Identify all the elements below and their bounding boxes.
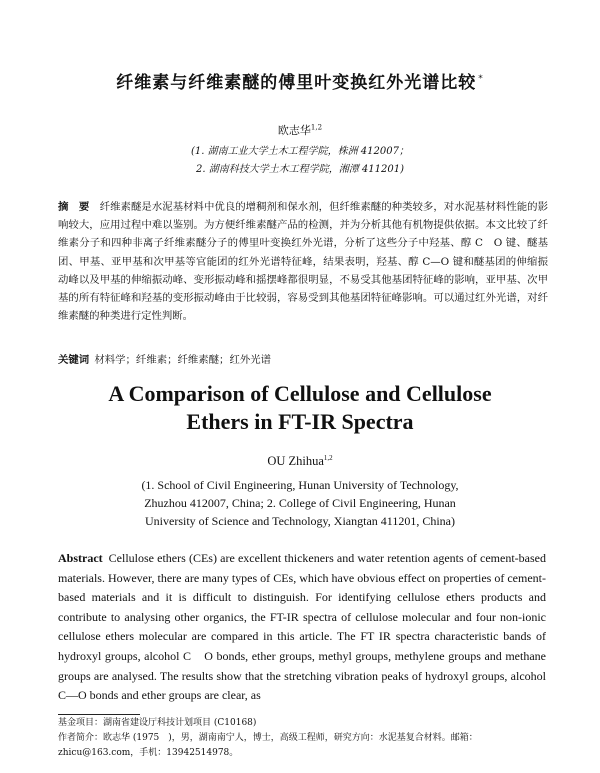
english-affiliation-line-1: (1. School of Civil Engineering, Hunan University of Technology, [141,478,459,492]
english-abstract-text: Cellulose ethers (CEs) are excellent thickeners and water retention agents of cement-based materials. However, there are many types of CEs, which have obvious effect on properties of cement-based materials and it is difficult to distinguish. For identifying cellulose ethers products and contribute to analysing other organics, the FT-IR spectra of cellulose molecular and four non-ionic cellulose ethers molecular are compared in this article. The FT IR spectra characteristic bands of hydroxyl groups, alcohol C O bonds, ether groups, methyl groups, methylene groups and methane groups are analysed. The results show that the stretching vibration peaks of hydroxyl groups, alcohol C—O bonds and ether groups are clear, as [58,551,546,703]
chinese-affiliation-2: 2. 湖南科技大学土木工程学院，湘潭 411201) [196,164,404,175]
chinese-keywords-text: 材料学；纤维素；纤维素醚；红外光谱 [94,354,272,366]
chinese-author [0,122,600,138]
chinese-abstract-label: 摘 要 [58,201,90,213]
english-author-name: OU Zhihua [267,454,324,469]
english-title [0,380,600,436]
english-affiliation-line-2: Zhuzhou 412007, China; 2. College of Civil Engineering, Hunan [144,496,456,510]
english-affiliation-line-3: University of Science and Technology, Xiangtan 411201, China) [145,514,455,528]
english-title-line-1: A Comparison of Cellulose and Cellulose [108,381,492,406]
footnote-divider [58,714,140,715]
title-footnote-mark: * [478,74,484,85]
chinese-keywords [58,351,548,366]
footnote-author-info: 作者简介：欧志华 (1975 )，男，湖南南宁人，博士，高级工程师，研究方向：水泥基复合材料。邮箱：zhicu@163.com，手机：13942514978。 [58,733,478,758]
chinese-affiliation-1: (1. 湖南工业大学土木工程学院，株洲 412007； [191,146,409,157]
english-author-affiliation-mark: 1,2 [323,454,333,462]
chinese-author-affiliation-mark: 1,2 [310,123,323,132]
chinese-title-text: 纤维素与纤维素醚的傅里叶变换红外光谱比较 [116,73,477,93]
english-author [0,454,600,469]
english-abstract [58,549,546,706]
footnote-funding: 基金项目：湖南省建设厅科技计划项目 (C10168) [58,718,257,728]
chinese-title [0,68,600,93]
english-abstract-label: Abstract [58,551,103,565]
chinese-author-name: 欧志华 [277,124,311,137]
chinese-abstract-text: 纤维素醚是水泥基材料中优良的增稠剂和保水剂，但纤维素醚的种类较多，对水泥基材料性能的影响较大，应用过程中难以鉴别。为方便纤维素醚产品的检测，并为分析其他有机物提供依据。本文比较了纤维素分子和四种非离子纤维素醚分子的傅里叶变换红外光谱，分析了这些分子中羟基、醇 C O 键、醚基团、甲基、亚甲基和次甲基等官能团的红外光谱特征峰，结果表明，羟基、醇 C—O 键和醚基团的伸缩振动峰以及甲基的伸缩振动峰、变形振动峰和摇摆峰都很明显，不易受其他基团特征峰的影响，亚甲基、次甲基的所有特征峰和羟基的变形振动峰由于比较弱，容易受到其他基团特征峰影响。可以通过红外光谱，对纤维素醚的种类进行定性判断。 [58,201,548,323]
english-affiliation [0,476,600,530]
chinese-keywords-label: 关键词 [58,354,90,366]
english-title-line-2: Ethers in FT-IR Spectra [186,409,414,434]
chinese-abstract [58,198,548,325]
